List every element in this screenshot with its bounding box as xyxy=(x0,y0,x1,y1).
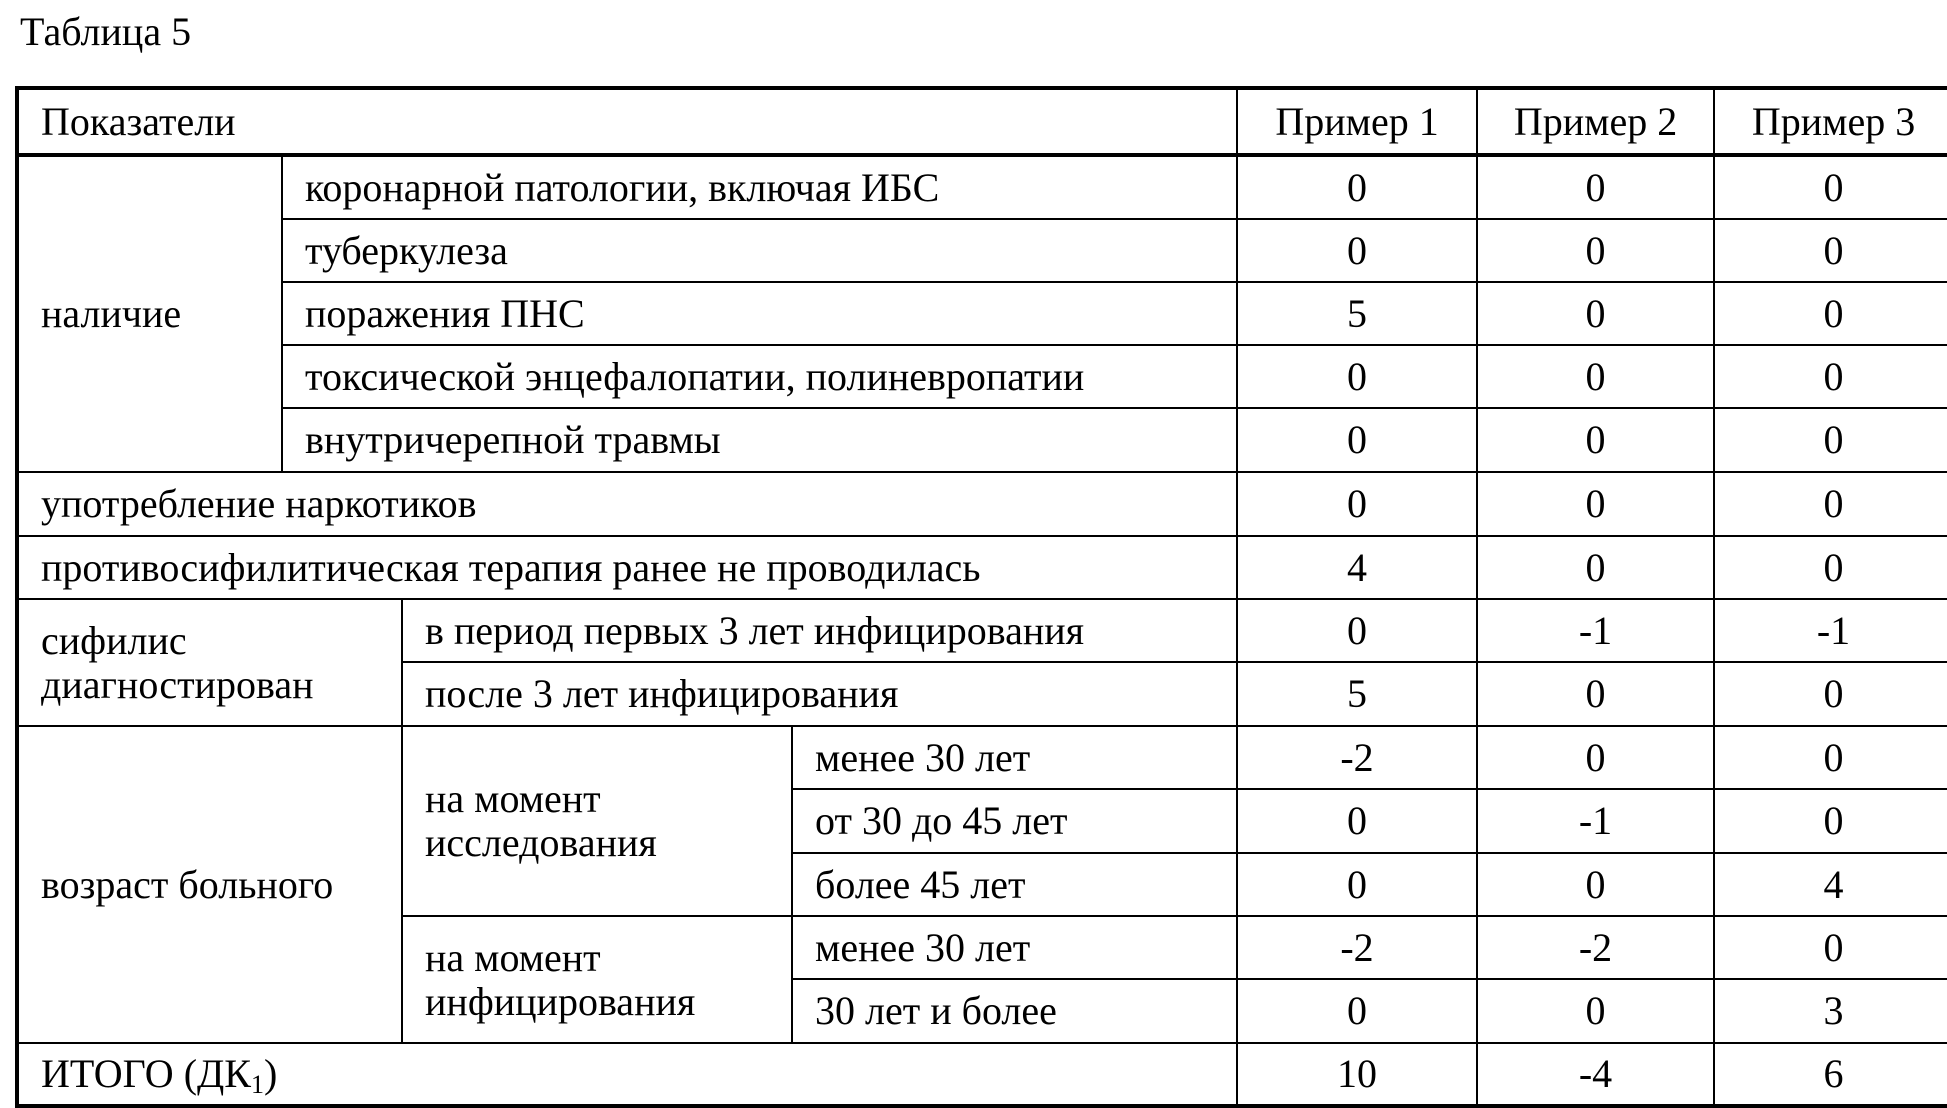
row-label: после 3 лет инфицирования xyxy=(402,662,1237,726)
group-label-syphilis: сифилис диагностирован xyxy=(17,599,402,726)
value-example-3: 0 xyxy=(1714,789,1947,853)
row-label: туберкулеза xyxy=(282,219,1237,282)
value-example-1: 0 xyxy=(1237,345,1477,408)
value-example-2: 0 xyxy=(1477,472,1714,536)
value-example-2: 0 xyxy=(1477,979,1714,1043)
total-example-1: 10 xyxy=(1237,1043,1477,1106)
total-example-2: -4 xyxy=(1477,1043,1714,1106)
value-example-3: 0 xyxy=(1714,662,1947,726)
value-example-2: 0 xyxy=(1477,408,1714,472)
row-label-drugs: употребление наркотиков xyxy=(17,472,1237,536)
row-label: 30 лет и более xyxy=(792,979,1237,1043)
total-label xyxy=(17,1043,1237,1106)
value-example-1: 0 xyxy=(1237,408,1477,472)
group-label-presence: наличие xyxy=(17,155,282,472)
value-example-2: 0 xyxy=(1477,219,1714,282)
table-row xyxy=(17,408,1947,472)
value-example-3: 0 xyxy=(1714,726,1947,789)
row-label-therapy: противосифилитическая терапия ранее не проводилась xyxy=(17,536,1237,599)
scores-table xyxy=(15,86,1947,1108)
value-example-3: 0 xyxy=(1714,345,1947,408)
group-label-age: возраст больного xyxy=(17,726,402,1043)
value-example-3: 3 xyxy=(1714,979,1947,1043)
table-row xyxy=(17,345,1947,408)
subgroup-label-infection: на момент инфицирования xyxy=(402,916,792,1043)
value-example-1: -2 xyxy=(1237,916,1477,979)
row-label: менее 30 лет xyxy=(792,916,1237,979)
table-row xyxy=(17,282,1947,345)
value-example-3: -1 xyxy=(1714,599,1947,662)
value-example-3: 0 xyxy=(1714,536,1947,599)
table-row xyxy=(17,536,1947,599)
value-example-1: 0 xyxy=(1237,155,1477,219)
row-label: внутричерепной травмы xyxy=(282,408,1237,472)
value-example-3: 0 xyxy=(1714,155,1947,219)
value-example-1: 0 xyxy=(1237,599,1477,662)
value-example-1: 0 xyxy=(1237,789,1477,853)
row-label: коронарной патологии, включая ИБС xyxy=(282,155,1237,219)
header-example-3: Пример 3 xyxy=(1714,88,1947,155)
row-label: менее 30 лет xyxy=(792,726,1237,789)
table-row xyxy=(17,472,1947,536)
subgroup-label-study: на момент исследования xyxy=(402,726,792,916)
row-label: токсической энцефалопатии, полиневропатии xyxy=(282,345,1237,408)
total-label-close: ) xyxy=(263,1051,278,1096)
value-example-1: 0 xyxy=(1237,472,1477,536)
value-example-1: 4 xyxy=(1237,536,1477,599)
value-example-1: -2 xyxy=(1237,726,1477,789)
value-example-3: 0 xyxy=(1714,282,1947,345)
value-example-2: -1 xyxy=(1477,789,1714,853)
value-example-3: 0 xyxy=(1714,408,1947,472)
value-example-2: 0 xyxy=(1477,726,1714,789)
value-example-1: 0 xyxy=(1237,219,1477,282)
value-example-2: 0 xyxy=(1477,345,1714,408)
value-example-3: 4 xyxy=(1714,853,1947,916)
table-row xyxy=(17,219,1947,282)
table-row xyxy=(17,599,1947,662)
value-example-1: 0 xyxy=(1237,853,1477,916)
value-example-2: 0 xyxy=(1477,536,1714,599)
row-label: более 45 лет xyxy=(792,853,1237,916)
value-example-2: -2 xyxy=(1477,916,1714,979)
table-row xyxy=(17,726,1947,789)
total-row xyxy=(17,1043,1947,1106)
value-example-2: 0 xyxy=(1477,155,1714,219)
header-indicators: Показатели xyxy=(17,88,1237,155)
value-example-2: 0 xyxy=(1477,853,1714,916)
value-example-2: 0 xyxy=(1477,662,1714,726)
value-example-2: 0 xyxy=(1477,282,1714,345)
value-example-3: 0 xyxy=(1714,472,1947,536)
total-example-3: 6 xyxy=(1714,1043,1947,1106)
value-example-3: 0 xyxy=(1714,916,1947,979)
table-caption: Таблица 5 xyxy=(20,9,192,54)
value-example-3: 0 xyxy=(1714,219,1947,282)
header-row xyxy=(17,88,1947,155)
value-example-1: 5 xyxy=(1237,662,1477,726)
value-example-2: -1 xyxy=(1477,599,1714,662)
row-label: в период первых 3 лет инфицирования xyxy=(402,599,1237,662)
value-example-1: 5 xyxy=(1237,282,1477,345)
header-example-1: Пример 1 xyxy=(1237,88,1477,155)
header-example-2: Пример 2 xyxy=(1477,88,1714,155)
total-label-subscript: 1 xyxy=(250,1070,264,1099)
row-label: поражения ПНС xyxy=(282,282,1237,345)
table-row xyxy=(17,155,1947,219)
total-label-text: ИТОГО (ДК xyxy=(41,1051,251,1096)
row-label: от 30 до 45 лет xyxy=(792,789,1237,853)
value-example-1: 0 xyxy=(1237,979,1477,1043)
